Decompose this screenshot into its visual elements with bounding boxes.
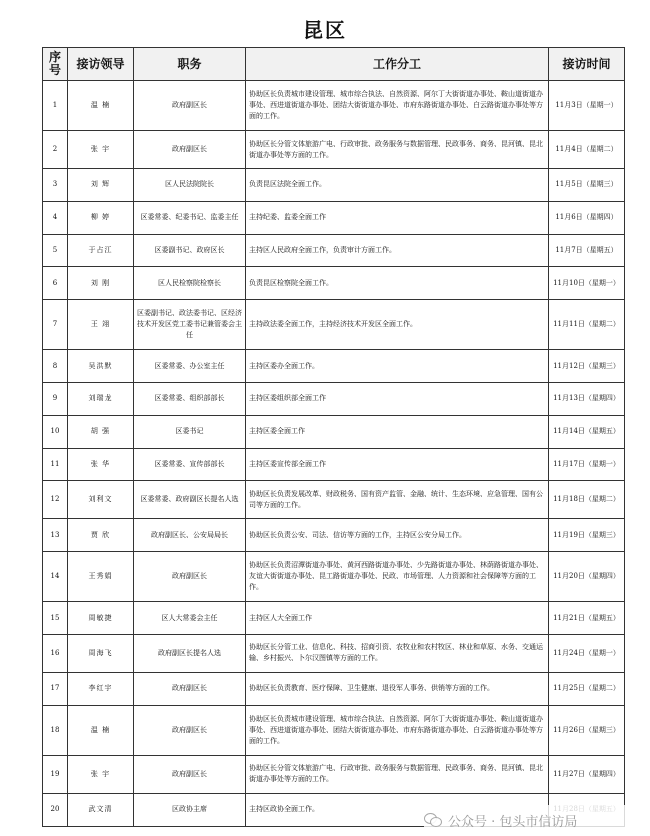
- row-position: 政府副区长提名人选: [134, 634, 246, 672]
- row-leader-name: 张 华: [68, 448, 134, 481]
- row-time: 11月26日（星期三）: [549, 705, 625, 755]
- row-position: 区委常委、纪委书记、监委主任: [134, 201, 246, 234]
- row-serial: 11: [43, 448, 68, 481]
- table-row: [43, 201, 625, 234]
- row-leader-name: 李红宇: [68, 672, 134, 705]
- table-row: [43, 169, 625, 202]
- row-serial: 12: [43, 481, 68, 519]
- row-duties: 主持区委全面工作: [246, 415, 549, 448]
- row-serial: 9: [43, 382, 68, 415]
- row-time: 11月21日（星期五）: [549, 602, 625, 635]
- table-row: [43, 131, 625, 169]
- table-row: [43, 300, 625, 350]
- row-position: 政府副区长: [134, 705, 246, 755]
- row-leader-name: 武文清: [68, 793, 134, 826]
- row-leader-name: 张 宇: [68, 755, 134, 793]
- table-row: [43, 382, 625, 415]
- row-serial: 1: [43, 81, 68, 131]
- row-time: 11月13日（星期四）: [549, 382, 625, 415]
- header-time: 接访时间: [549, 48, 625, 81]
- header-position: 职务: [134, 48, 246, 81]
- watermark-text: 公众号 · 包头市信访局: [448, 814, 578, 830]
- table-row: [43, 634, 625, 672]
- row-time: 11月27日（星期四）: [549, 755, 625, 793]
- table-row: [43, 602, 625, 635]
- row-serial: 15: [43, 602, 68, 635]
- row-serial: 17: [43, 672, 68, 705]
- table-row: [43, 234, 625, 267]
- row-time: 11月12日（星期三）: [549, 350, 625, 383]
- row-duties: 负责昆区法院全面工作。: [246, 169, 549, 202]
- row-leader-name: 贾 欣: [68, 519, 134, 552]
- table-row: [43, 267, 625, 300]
- row-serial: 10: [43, 415, 68, 448]
- row-position: 政府副区长: [134, 755, 246, 793]
- table-row: [43, 448, 625, 481]
- row-leader-name: 刘 辉: [68, 169, 134, 202]
- table-row: [43, 481, 625, 519]
- header-duties: 工作分工: [246, 48, 549, 81]
- header-leader: 接访领导: [68, 48, 134, 81]
- wechat-icon: [424, 813, 442, 827]
- row-leader-name: 张 宇: [68, 131, 134, 169]
- row-duties: 协助区长分管文体旅游广电、行政审批、政务服务与数据管理、民政事务、商务、昆河镇、昆北街道办事处等方面的工作。: [246, 755, 549, 793]
- row-serial: 5: [43, 234, 68, 267]
- row-position: 政府副区长: [134, 81, 246, 131]
- row-position: 区委书记: [134, 415, 246, 448]
- row-position: 政府副区长: [134, 672, 246, 705]
- row-leader-name: 温 楠: [68, 81, 134, 131]
- row-leader-name: 刘瑞龙: [68, 382, 134, 415]
- table-header-row: [43, 48, 625, 81]
- row-position: 区委常委、宣传部部长: [134, 448, 246, 481]
- row-leader-name: 胡 强: [68, 415, 134, 448]
- row-time: 11月4日（星期二）: [549, 131, 625, 169]
- row-position: 区委副书记、政法委书记、区经济技术开发区党工委书记兼管委会主任: [134, 300, 246, 350]
- row-duties: 协助区长负责沼潭街道办事处、黄河西路街道办事处、少先路街道办事处、林荫路街道办事处、友谊大街街道办事处、昆工路街道办事处、民政、市场管理、人力资源和社会保障等方面的工作。: [246, 552, 549, 602]
- row-serial: 20: [43, 793, 68, 826]
- page-title: 昆区: [303, 18, 347, 42]
- header-serial: 序号: [43, 48, 68, 81]
- table-row: [43, 81, 625, 131]
- row-leader-name: 王 翊: [68, 300, 134, 350]
- row-position: 区人民检察院检察长: [134, 267, 246, 300]
- row-duties: 主持区委组织部全面工作: [246, 382, 549, 415]
- row-position: 区人民法院院长: [134, 169, 246, 202]
- row-duties: 负责昆区检察院全面工作。: [246, 267, 549, 300]
- row-serial: 8: [43, 350, 68, 383]
- table-row: [43, 519, 625, 552]
- row-time: 11月10日（星期一）: [549, 267, 625, 300]
- row-serial: 4: [43, 201, 68, 234]
- row-leader-name: 温 楠: [68, 705, 134, 755]
- row-duties: 主持区人大全面工作: [246, 602, 549, 635]
- row-position: 政府副区长: [134, 131, 246, 169]
- row-time: 11月24日（星期一）: [549, 634, 625, 672]
- row-time: 11月17日（星期一）: [549, 448, 625, 481]
- row-duties: 主持纪委、监委全面工作: [246, 201, 549, 234]
- row-duties: 主持区政协全面工作。: [246, 793, 549, 826]
- row-time: 11月6日（星期四）: [549, 201, 625, 234]
- row-duties: 主持区人民政府全面工作，负责审计方面工作。: [246, 234, 549, 267]
- row-serial: 3: [43, 169, 68, 202]
- table-row: [43, 350, 625, 383]
- row-time: 11月3日（星期一）: [549, 81, 625, 131]
- row-serial: 13: [43, 519, 68, 552]
- row-duties: 主持区委宣传部全面工作: [246, 448, 549, 481]
- row-duties: 协助区长负责城市建设管理、城市综合执法、自然资源、阿尔丁大街街道办事处、鞍山道街道办事处、西进道街道办事处、团结大街街道办事处、市府东路街道办事处、白云路街道办事处等方面的工作。: [246, 705, 549, 755]
- row-position: 区人大常委会主任: [134, 602, 246, 635]
- row-position: 政府副区长、公安局局长: [134, 519, 246, 552]
- watermark: [424, 805, 650, 835]
- row-time: 11月11日（星期二）: [549, 300, 625, 350]
- table-row: [43, 415, 625, 448]
- row-duties: 协助区长负责发展改革、财政税务、国有资产监管、金融、统计、生态环境、应急管理、国有公司等方面的工作。: [246, 481, 549, 519]
- row-serial: 18: [43, 705, 68, 755]
- row-position: 区委常委、组织部部长: [134, 382, 246, 415]
- row-serial: 19: [43, 755, 68, 793]
- row-serial: 7: [43, 300, 68, 350]
- row-time: 11月5日（星期三）: [549, 169, 625, 202]
- reception-schedule-table: [42, 47, 625, 827]
- row-duties: 协助区长分管工业、信息化、科技、招商引资、农牧业和农村牧区、林业和草原、水务、交通运输、乡村振兴、卜尔汉图镇等方面的工作。: [246, 634, 549, 672]
- row-leader-name: 柳 婷: [68, 201, 134, 234]
- row-duties: 协助区长负责城市建设管理、城市综合执法、自然资源、阿尔丁大街街道办事处、鞍山道街道办事处、西进道街道办事处、团结大街街道办事处、市府东路街道办事处、白云路街道办事处等方面的工作。: [246, 81, 549, 131]
- row-leader-name: 吴洪默: [68, 350, 134, 383]
- row-duties: 协助区长负责公安、司法、信访等方面的工作，主持区公安分局工作。: [246, 519, 549, 552]
- row-duties: 协助区长负责教育、医疗保障、卫生健康、退役军人事务、供销等方面的工作。: [246, 672, 549, 705]
- row-time: 11月18日（星期二）: [549, 481, 625, 519]
- row-duties: 主持政法委全面工作，主持经济技术开发区全面工作。: [246, 300, 549, 350]
- table-row: [43, 755, 625, 793]
- row-leader-name: 刘利文: [68, 481, 134, 519]
- row-duties: 协助区长分管文体旅游广电、行政审批、政务服务与数据管理、民政事务、商务、昆河镇、昆北街道办事处等方面的工作。: [246, 131, 549, 169]
- row-position: 区委常委、政府副区长提名人选: [134, 481, 246, 519]
- row-leader-name: 周敏捷: [68, 602, 134, 635]
- row-leader-name: 周海飞: [68, 634, 134, 672]
- row-position: 区政协主席: [134, 793, 246, 826]
- row-position: 区委副书记、政府区长: [134, 234, 246, 267]
- table-row: [43, 705, 625, 755]
- row-position: 区委常委、办公室主任: [134, 350, 246, 383]
- row-time: 11月20日（星期四）: [549, 552, 625, 602]
- table-row: [43, 672, 625, 705]
- row-leader-name: 刘 刚: [68, 267, 134, 300]
- row-time: 11月14日（星期五）: [549, 415, 625, 448]
- row-time: 11月19日（星期三）: [549, 519, 625, 552]
- row-duties: 主持区委办全面工作。: [246, 350, 549, 383]
- row-serial: 6: [43, 267, 68, 300]
- row-time: 11月7日（星期五）: [549, 234, 625, 267]
- row-leader-name: 于占江: [68, 234, 134, 267]
- row-position: 政府副区长: [134, 552, 246, 602]
- table-row: [43, 552, 625, 602]
- row-serial: 14: [43, 552, 68, 602]
- row-serial: 2: [43, 131, 68, 169]
- row-leader-name: 王秀娟: [68, 552, 134, 602]
- row-serial: 16: [43, 634, 68, 672]
- row-time: 11月25日（星期二）: [549, 672, 625, 705]
